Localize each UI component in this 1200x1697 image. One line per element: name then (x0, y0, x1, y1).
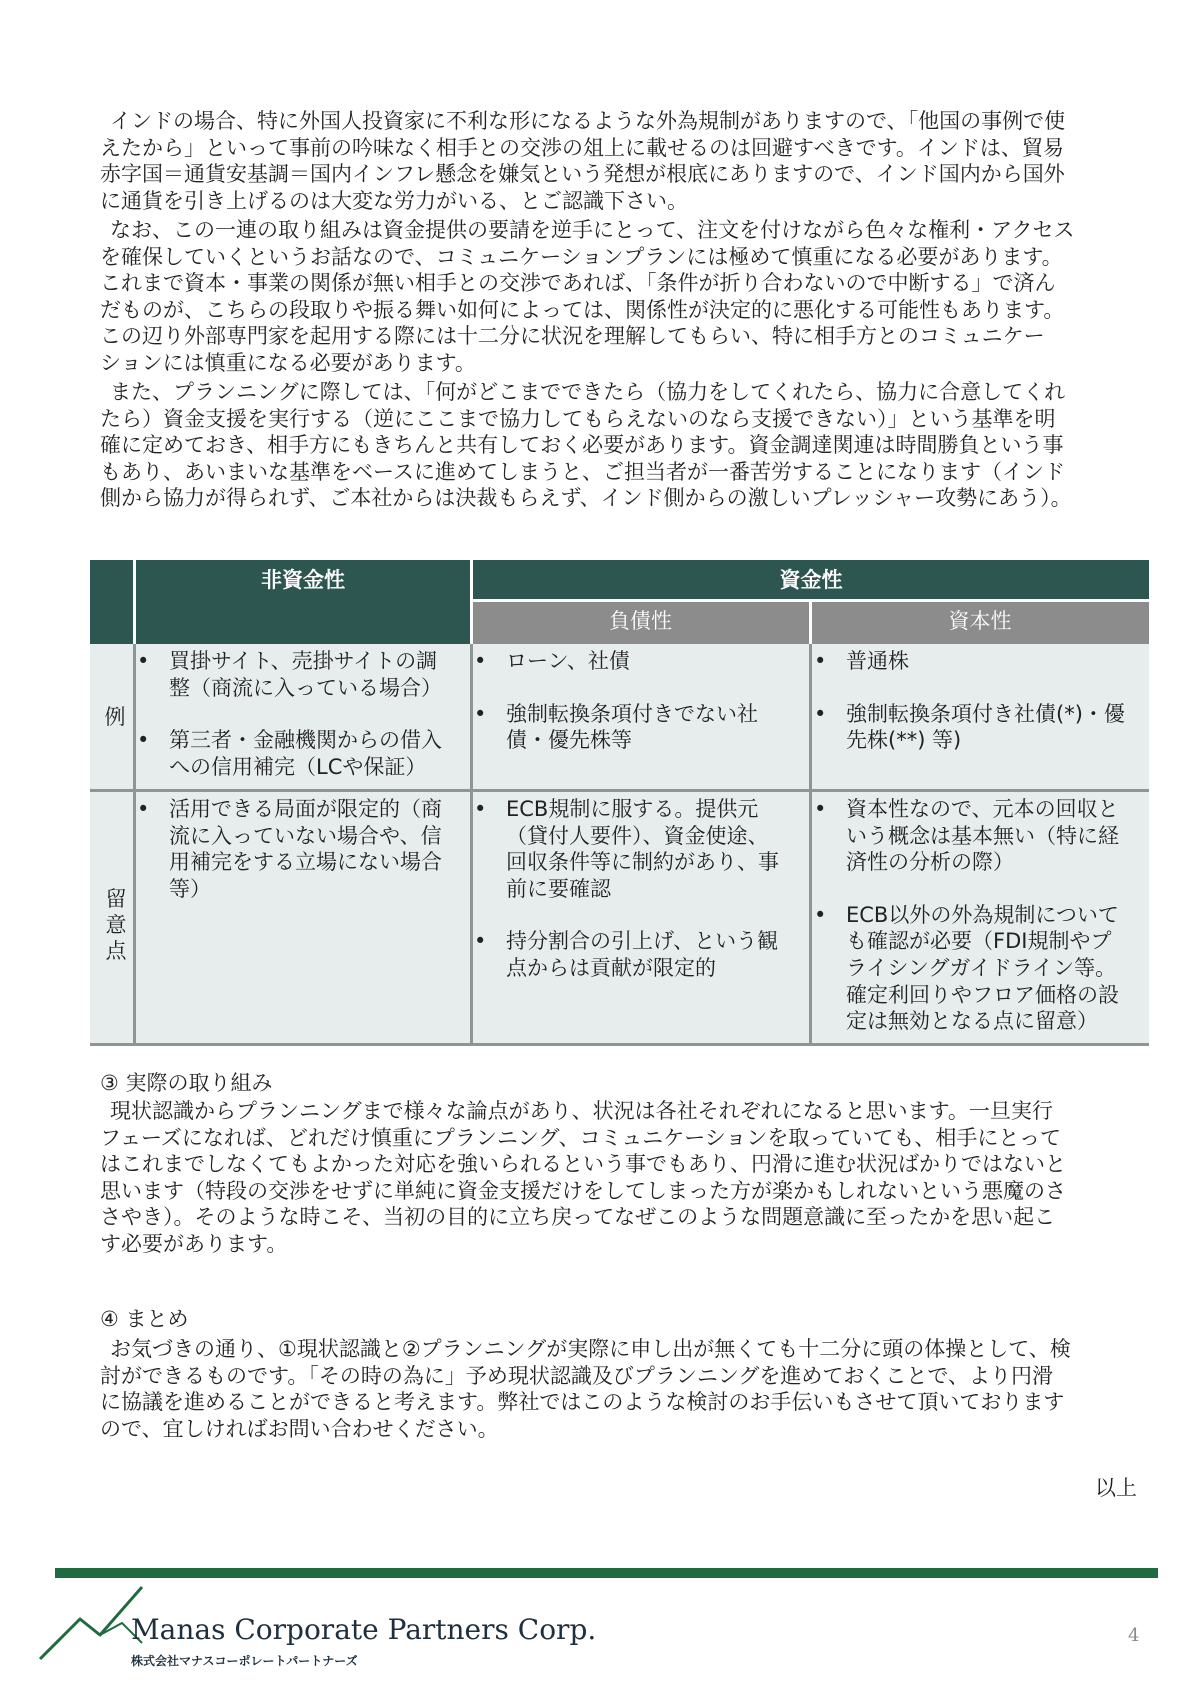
list-item-line: 資本性なので、元本の回収と (846, 797, 1119, 821)
list-item-line: 持分割合の引上げ、という観 (506, 929, 779, 954)
list-item-line: ECB規制に服する。提供元 (506, 797, 759, 821)
section4-line: 討ができるものです。「その時の為に」予め現状認識及びプランニングを進めておくことで、より円滑 (100, 1363, 1053, 1388)
list-item (474, 701, 807, 754)
subheader-equity: 資本性 (948, 609, 1012, 633)
list-item (137, 796, 467, 902)
paragraph-line: 確に定めておき、相手方にもきちんと共有しておく必要があります。資金調達関連は時間勝負という事 (100, 433, 1064, 458)
paragraph-line: に通貨を引き上げるのは大変な労力がいる、とご認識下さい。 (100, 188, 688, 213)
section4-line: に協議を進めることができると考えます。弊社ではこのような検討のお手伝いもさせて頂いております (100, 1390, 1065, 1415)
list-item (474, 928, 807, 981)
bullet-icon: • (137, 649, 150, 673)
list-item-line: 定は無効となる点に留意） (846, 1009, 1098, 1034)
list-item-line: 債・優先株等 (506, 728, 632, 753)
notes-label-char: 点 (105, 939, 127, 963)
closing-text: 以上 (1095, 1476, 1137, 1500)
bullet-list (814, 796, 1147, 1035)
page-number: 4 (1128, 1625, 1140, 1646)
list-item-line: 点からは貢献が限定的 (506, 955, 716, 980)
section3-line: さやき）。そのような時こそ、当初の目的に立ち戻ってなぜこのような問題意識に至ったかを思い起こ (100, 1205, 1056, 1230)
list-item-line: 流に入っていない場合や、信 (169, 823, 442, 848)
cell-example-equity (814, 648, 1147, 754)
section3-line: 思います（特段の交渉をせずに単純に資金支援だけをしてしまった方が楽かもしれないという悪魔のさ (100, 1178, 1066, 1203)
company-name-en: Manas Corporate Partners Corp. (131, 1613, 597, 1646)
bullet-list (137, 796, 467, 902)
bullet-list (137, 648, 467, 780)
bullet-icon: • (814, 797, 827, 821)
bullet-icon: • (137, 797, 150, 821)
list-item-line: （貸付人要件）、資金使途、 (506, 823, 769, 848)
paragraph-line: えたから」といって事前の吟味なく相手との交渉の俎上に載せるのは回避すべきです。インドは、貿易 (100, 135, 1064, 160)
section3-line: す必要があります。 (100, 1231, 288, 1256)
list-item-line: への信用補完（LCや保証） (169, 754, 427, 779)
bullet-icon: • (474, 649, 487, 673)
bullet-list (474, 796, 807, 982)
bullet-icon: • (474, 797, 487, 821)
paragraph-line: だものが、こちらの段取りや振る舞い如何によっては、関係性が決定的に悪化する可能性もあります。 (100, 297, 1065, 322)
section3-line: はこれまでしなくてもよかった対応を強いられるという事でもあり、円滑に進む状況ばかりではないと (100, 1152, 1066, 1177)
paragraph-line: たら）資金支援を実行する（逆にここまで協力してもらえないのなら支援できない）」という基準を明 (100, 406, 1056, 431)
section3-body (100, 1098, 1140, 1258)
bullet-icon: • (474, 929, 487, 954)
section3-heading: ③ 実際の取り組み (100, 1071, 273, 1095)
bullet-icon: • (474, 701, 487, 726)
paragraph-line: ションには慎重になる必要があります。 (100, 350, 476, 375)
list-item-line: 等） (169, 876, 211, 901)
list-item (474, 796, 807, 902)
company-name-jp: 株式会社マナスコーポレートパートナーズ (131, 1654, 358, 1668)
list-item-line: 買掛サイト、売掛サイトの調 (169, 649, 438, 673)
section4-line: ので、宜しければお問い合わせください。 (100, 1416, 499, 1441)
list-item-line: ECB以外の外為規制について (846, 902, 1119, 927)
notes-label-char: 留 (105, 887, 127, 911)
list-item-line: 整（商流に入っている場合） (169, 675, 442, 700)
bullet-icon: • (137, 728, 150, 753)
list-item-line: 確定利回りやフロア価格の設 (846, 982, 1119, 1007)
bullet-list (474, 648, 807, 754)
paragraph-line: この辺り外部専門家を起用する際には十二分に状況を理解してもらい、特に相手方とのコミュニケー (100, 324, 1045, 349)
list-item (137, 727, 467, 780)
paragraph-line: また、プランニングに際しては、「何がどこまでできたら（協力をしてくれたら、協力に合意してくれ (110, 380, 1066, 404)
section4-heading: ④ まとめ (100, 1307, 189, 1331)
bullet-icon: • (814, 902, 827, 927)
list-item-line: 第三者・金融機関からの借入 (169, 728, 442, 753)
paragraph-line: これまで資本・事業の関係が無い相手との交渉であれば、「条件が折り合わないので中断する」で済ん (100, 271, 1056, 296)
list-item-line: いう概念は基本無い（特に経 (846, 823, 1119, 848)
list-item-line: 強制転換条項付きでない社 (506, 701, 758, 726)
cell-notes-debt (474, 796, 807, 982)
paragraph-line: なお、この一連の取り組みは資金提供の要請を逆手にとって、注文を付けながら色々な権利・アクセス (110, 218, 1075, 242)
cell-notes-equity (814, 796, 1147, 1035)
notes-label-char: 意 (105, 913, 127, 937)
list-item (814, 648, 1147, 675)
list-item (814, 796, 1147, 876)
list-item-line: 先株(**) 等) (846, 728, 962, 753)
paragraph-communication-plan (100, 217, 1140, 377)
section3-line: 現状認識からプランニングまで様々な論点があり、状況は各社それぞれになると思います。一旦実行 (110, 1099, 1053, 1123)
list-item-line: 済性の分析の際） (846, 850, 1014, 875)
bullet-icon: • (814, 649, 827, 673)
paragraph-line: もあり、あいまいな基準をベースに進めてしまうと、ご担当者が一番苦労することになります（インド (100, 459, 1065, 484)
paragraph-planning-criteria (100, 379, 1140, 512)
header-capital: 資金性 (779, 568, 843, 592)
list-item-line: 活用できる局面が限定的（商 (169, 797, 442, 821)
section4-body (100, 1336, 1140, 1442)
section4-line: お気づきの通り、①現状認識と②プランニングが実際に申し出が無くても十二分に頭の体操として、検 (110, 1337, 1071, 1361)
list-item (814, 902, 1147, 1035)
list-item-line: も確認が必要（FDI規制やプ (846, 929, 1112, 954)
row-label-notes (104, 886, 128, 964)
list-item-line: 回収条件等に制約があり、事 (506, 850, 779, 875)
subheader-debt: 負債性 (609, 609, 672, 633)
cell-notes-non-capital (137, 796, 467, 902)
paragraph-line: インドの場合、特に外国人投資家に不利な形になるような外為規制がありますので、「他国の事例で使 (110, 109, 1066, 133)
bullet-list (814, 648, 1147, 754)
paragraph-india-fx (100, 108, 1140, 214)
list-item-line: 用補完をする立場にない場合 (169, 850, 442, 875)
footer-green-bar (55, 1568, 1158, 1578)
list-item (474, 648, 807, 675)
cell-example-debt (474, 648, 807, 754)
header-non-capital: 非資金性 (261, 568, 345, 592)
paragraph-line: を確保していくというお話なので、コミュニケーションプランには極めて慎重になる必要があります。 (100, 244, 1063, 269)
list-item (137, 648, 467, 701)
list-item-line: 普通株 (846, 649, 909, 673)
list-item-line: 前に要確認 (506, 876, 611, 901)
row-label-example: 例 (104, 705, 126, 729)
cell-example-non-capital (137, 648, 467, 780)
list-item (814, 701, 1147, 754)
list-item-line: ローン、社債 (506, 649, 630, 673)
section3-line: フェーズになれば、どれだけ慎重にプランニング、コミュニケーションを取っていても、相手にとって (100, 1125, 1061, 1150)
paragraph-line: 側から協力が得られず、ご本社からは決裁もらえず、インド側からの激しいプレッシャー攻勢にあう）。 (100, 486, 1072, 511)
bullet-icon: • (814, 701, 827, 726)
list-item-line: ライシングガイドライン等。 (846, 955, 1117, 980)
paragraph-line: 赤字国＝通貨安基調＝国内インフレ懸念を嫌気という発想が根底にありますので、インド国内から国外 (100, 162, 1065, 187)
list-item-line: 強制転換条項付き社債(*)・優 (846, 701, 1125, 726)
